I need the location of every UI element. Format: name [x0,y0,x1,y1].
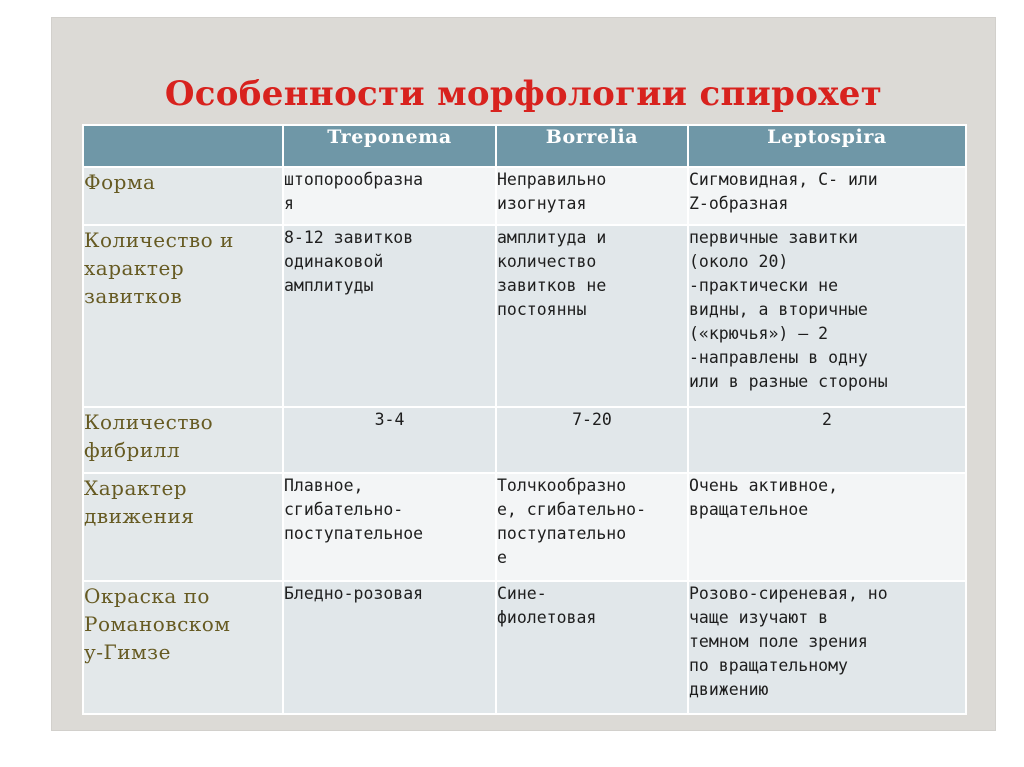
cell-leptospira: первичные завитки (около 20) -практически не видны, а вторичные («крючья») – 2 -направлены в одну или в разные стороны [688,225,966,407]
cell-treponema: Плавное, сгибательно- поступательное [283,473,496,581]
cell-treponema: Бледно-розовая [283,581,496,714]
row-label: Характер движения [83,473,283,581]
cell-leptospira: 2 [688,407,966,473]
table-row-staining [83,581,966,714]
cell-treponema: 3-4 [283,407,496,473]
table-row-shape [83,167,966,225]
cell-treponema: 8-12 завитков одинаковой амплитуды [283,225,496,407]
cell-borrelia: Неправильно изогнутая [496,167,688,225]
row-label: Окраска по Романовском у-Гимзе [83,581,283,714]
cell-borrelia: Сине- фиолетовая [496,581,688,714]
cell-treponema: штопорообразна я [283,167,496,225]
table-row-coils [83,225,966,407]
header-borrelia: Borrelia [496,125,688,167]
table-row-motion [83,473,966,581]
row-label: Форма [83,167,283,225]
cell-leptospira: Сигмовидная, С- или Z-образная [688,167,966,225]
table-row-fibrils [83,407,966,473]
slide [52,18,995,730]
table-header-row [83,125,966,167]
row-label: Количество и характер завитков [83,225,283,407]
cell-leptospira: Очень активное, вращательное [688,473,966,581]
cell-borrelia: Толчкообразно е, сгибательно- поступательно е [496,473,688,581]
slide-title: Особенности морфологии спирохет [164,74,883,114]
cell-borrelia: амплитуда и количество завитков не постоянны [496,225,688,407]
header-treponema: Treponema [283,125,496,167]
cell-leptospira: Розово-сиреневая, но чаще изучают в темном поле зрения по вращательному движению [688,581,966,714]
header-corner [83,125,283,167]
row-label: Количество фибрилл [83,407,283,473]
header-leptospira: Leptospira [688,125,966,167]
cell-borrelia: 7-20 [496,407,688,473]
morphology-table [82,124,967,715]
